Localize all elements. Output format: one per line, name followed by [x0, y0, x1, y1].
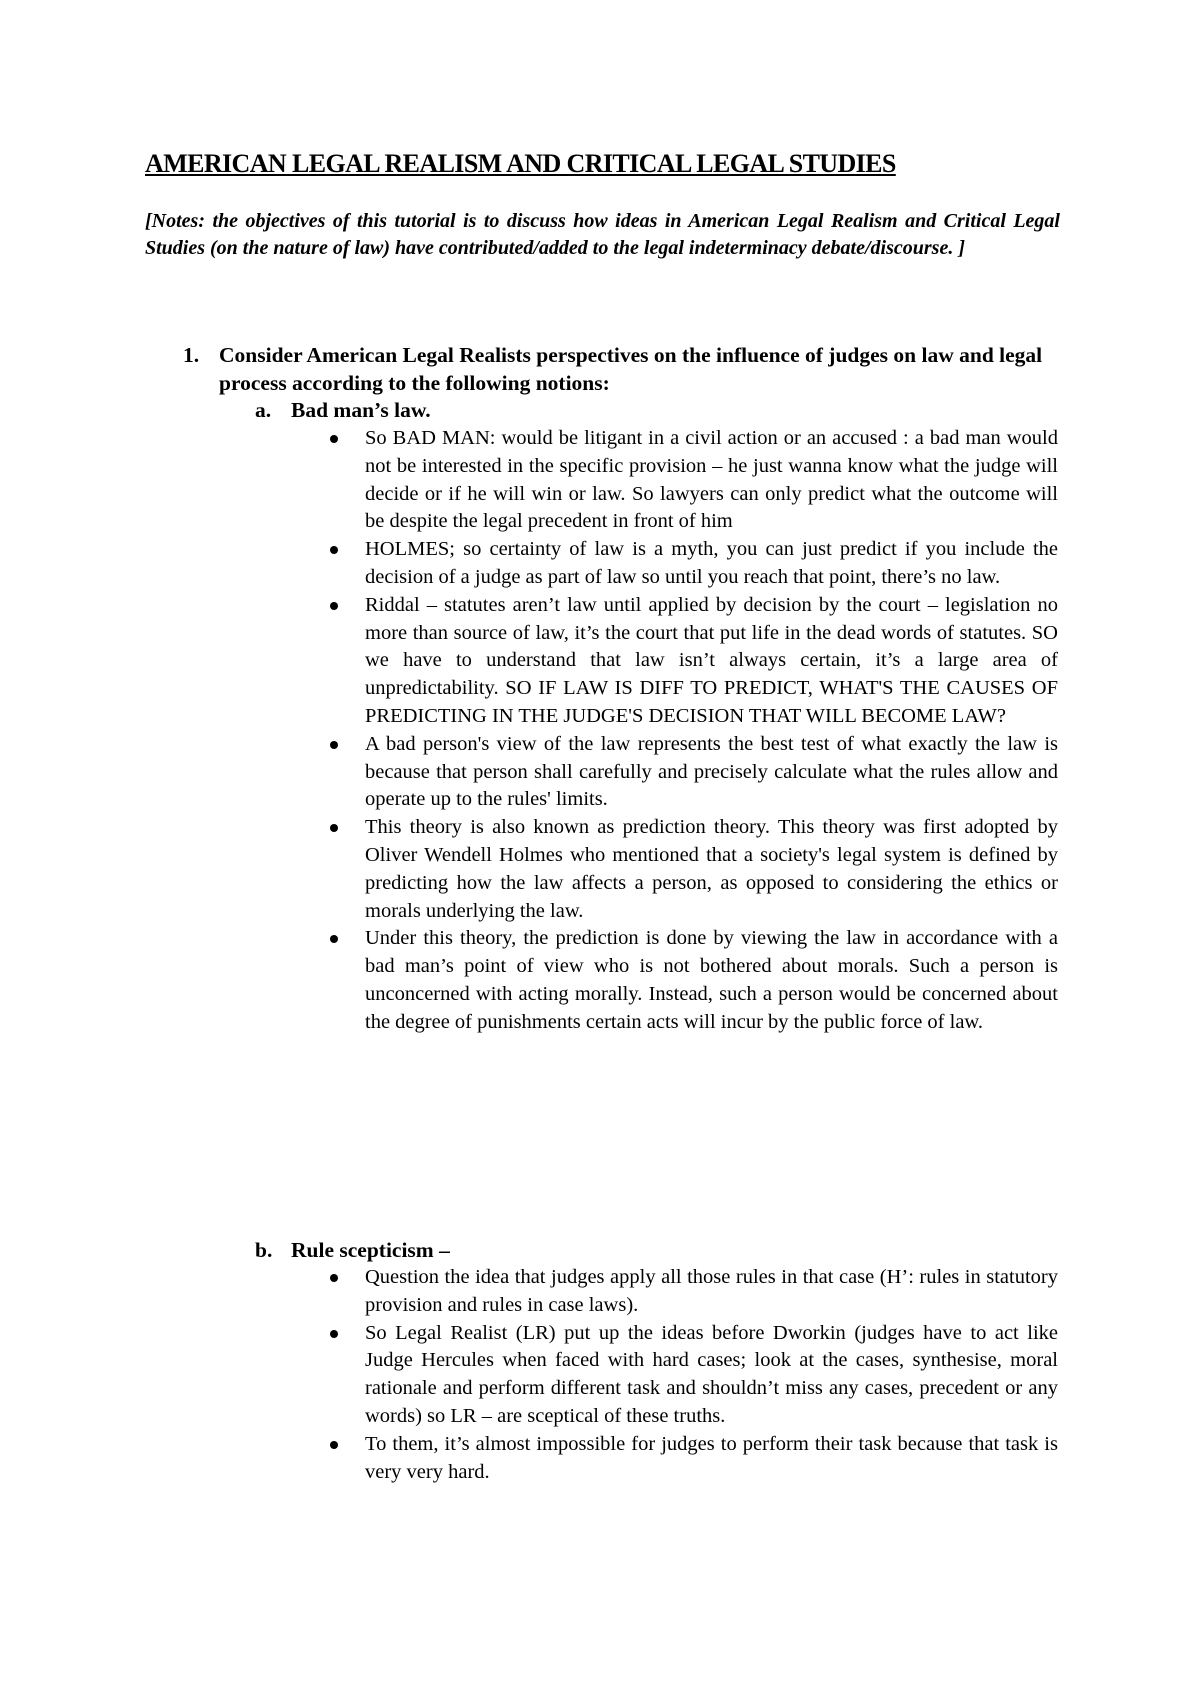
list-item	[365, 731, 1058, 814]
list-item-text: A bad person's view of the law represents the best test of what exactly the law is because that person shall carefully and precisely calculate what the rules allow and operate up to the rules' limits.	[365, 732, 1058, 811]
bullet-dot-icon	[330, 741, 338, 749]
list-item	[365, 814, 1058, 925]
tutorial-notes: [Notes: the objectives of this tutorial is to discuss how ideas in American Legal Realism and Critical Legal Studies (on the nature of law) have contributed/added to the legal indeterminacy debate/discourse. ]	[145, 210, 1060, 259]
list-item	[365, 592, 1058, 731]
list-item-text: HOLMES; so certainty of law is a myth, you can just predict if you include the decision of a judge as part of law so until you reach that point, there’s no law.	[365, 538, 1058, 588]
list-item	[365, 536, 1058, 592]
list-item-text: Under this theory, the prediction is done by viewing the law in accordance with a bad man’s point of view who is not bothered about morals. Such a person is unconcerned with acting morally. Instead, such a person would be concerned about the degree of punishments certain acts will incur by the public force of law.	[365, 927, 1058, 1033]
section-a-heading	[255, 397, 431, 425]
list-item-text: This theory is also known as prediction theory. This theory was first adopted by Oliver Wendell Holmes who mentioned that a society's legal system is defined by predicting how the law affects a person, as opposed to considering the ethics or morals underlying the law.	[365, 816, 1058, 922]
bullet-dot-icon	[330, 435, 338, 443]
list-item-text: Question the idea that judges apply all those rules in that case (H’: rules in statutory provision and rules in case laws).	[365, 1266, 1058, 1316]
question-text: Consider American Legal Realists perspectives on the influence of judges on law and legal process according to the following notions:	[219, 343, 1043, 395]
list-item-text: So BAD MAN: would be litigant in a civil action or an accused : a bad man would not be interested in the specific provision – he just wanna know what the judge will decide or if he will win or law. So lawyers can only predict what the outcome will be despite the legal precedent in front of him	[365, 427, 1058, 533]
section-b-heading	[255, 1237, 450, 1265]
list-item-text: So Legal Realist (LR) put up the ideas before Dworkin (judges have to act like Judge Hercules when faced with hard cases; look at the cases, synthesise, moral rationale and perform different task and shouldn’t miss any cases, precedent or any words) so LR – are sceptical of these truths.	[365, 1321, 1058, 1427]
section-b-bullet-list	[365, 1264, 1058, 1486]
document-title: AMERICAN LEGAL REALISM AND CRITICAL LEGAL STUDIES	[145, 149, 896, 178]
section-letter: a.	[255, 398, 272, 422]
list-item	[365, 925, 1058, 1036]
section-title: Rule scepticism –	[291, 1238, 450, 1262]
bullet-dot-icon	[330, 1330, 338, 1338]
section-letter: b.	[255, 1238, 273, 1262]
section-title: Bad man’s law.	[291, 398, 431, 422]
list-item	[365, 425, 1058, 536]
bullet-dot-icon	[330, 546, 338, 554]
list-item-text: To them, it’s almost impossible for judges to perform their task because that task is very very hard.	[365, 1432, 1058, 1483]
list-item	[365, 1431, 1058, 1487]
bullet-dot-icon	[330, 1441, 338, 1449]
bullet-dot-icon	[330, 1274, 338, 1282]
question-number: 1.	[183, 343, 200, 367]
list-item	[365, 1264, 1058, 1320]
bullet-dot-icon	[330, 602, 338, 610]
question-1	[183, 342, 1063, 397]
bullet-dot-icon	[330, 935, 338, 943]
bullet-dot-icon	[330, 824, 338, 832]
section-a-bullet-list	[365, 425, 1058, 1037]
list-item-text: Riddal – statutes aren’t law until applied by decision by the court – legislation no more than source of law, it’s the court that put life in the dead words of statutes. SO we have to understand that law isn’t always certain, it’s a large area of unpredictability. SO IF LAW IS DIFF TO PREDICT, WHAT'S THE CAUSES OF PREDICTING IN THE JUDGE'S DECISION THAT WILL BECOME LAW?	[365, 593, 1058, 727]
list-item	[365, 1320, 1058, 1431]
